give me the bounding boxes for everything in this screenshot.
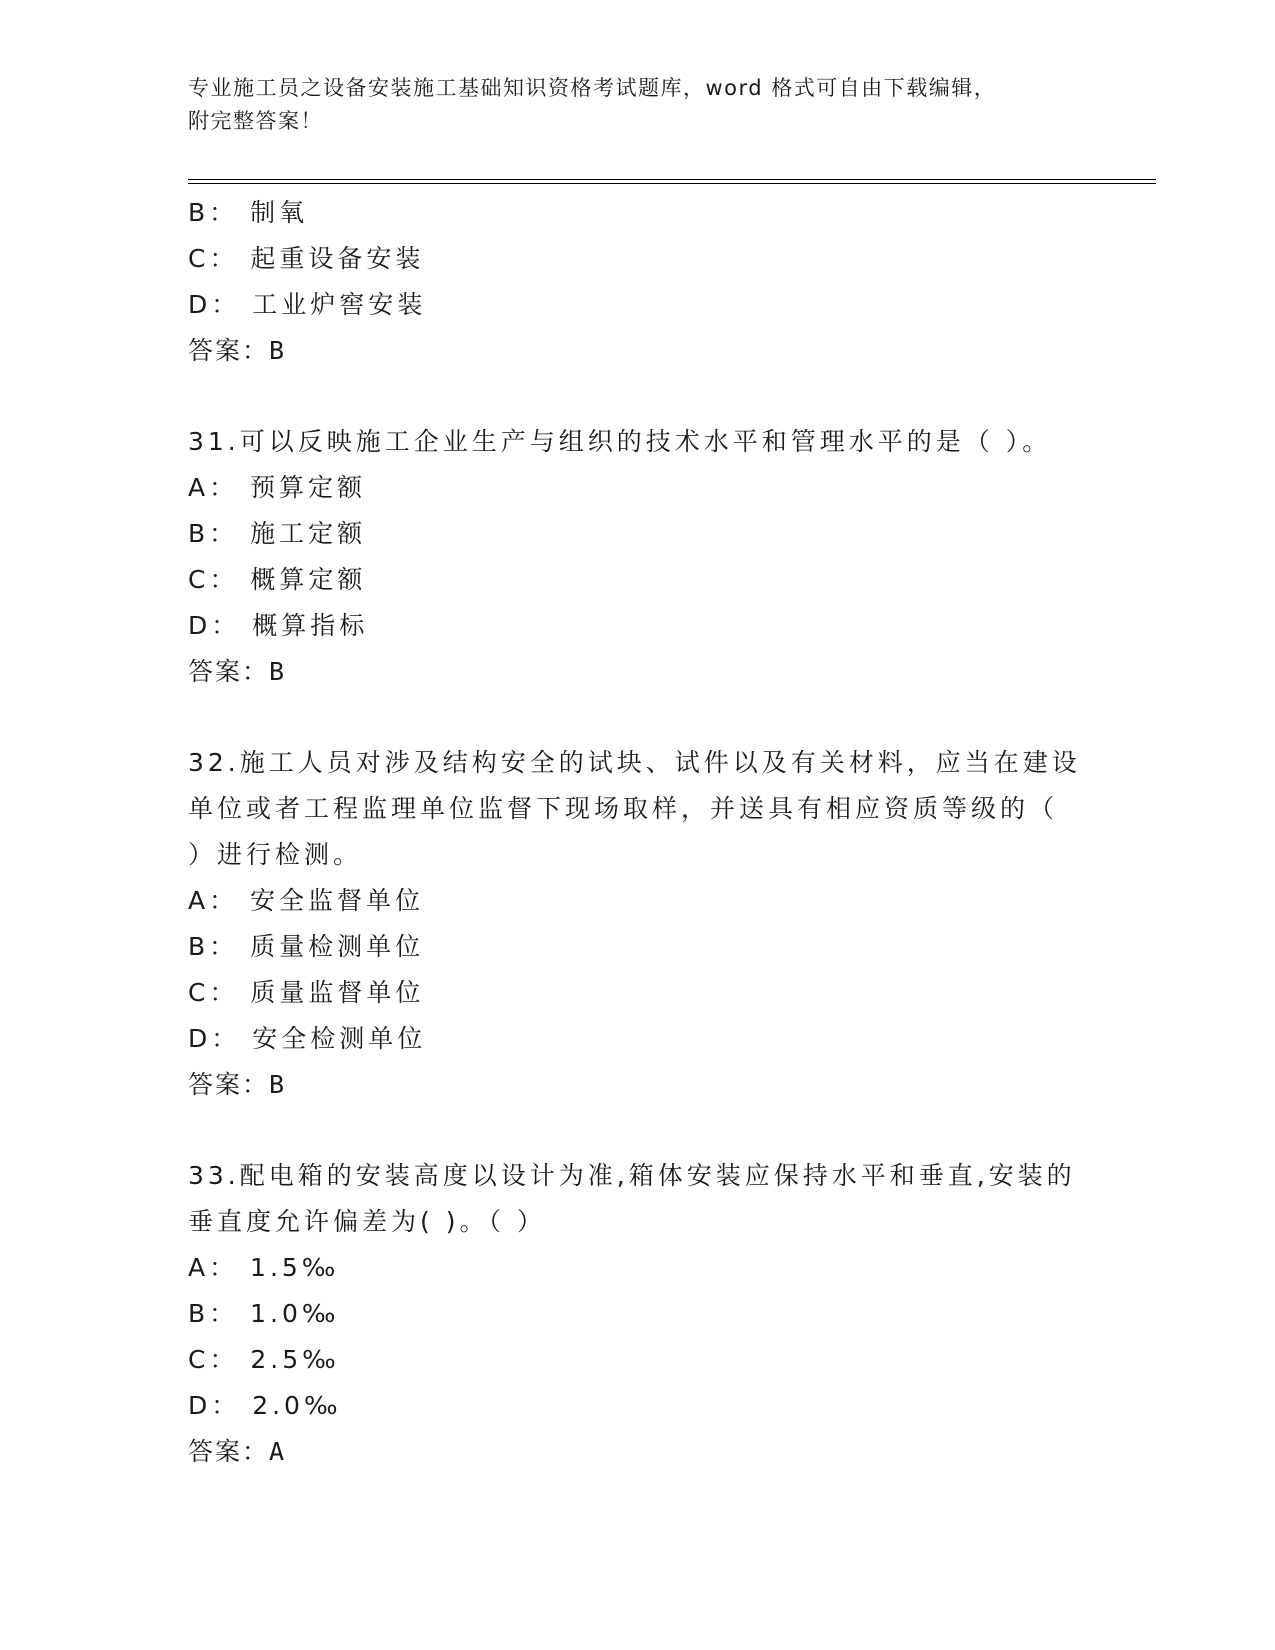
header-divider-bottom: [188, 183, 1156, 184]
answer-line: [188, 1429, 1088, 1475]
option-d: D： 安全检测单位: [188, 1024, 427, 1053]
option-c: C： 2.5‰: [188, 1345, 340, 1374]
header-line-1: 专业施工员之设备安装施工基础知识资格考试题库，word 格式可自由下载编辑，: [188, 76, 997, 100]
option-c: C： 起重设备安装: [188, 244, 425, 273]
question-text-line-1: 33.配电箱的安装高度以设计为准,箱体安装应保持水平和垂直,安装的: [188, 1161, 1076, 1190]
option-c: C： 概算定额: [188, 565, 367, 594]
answer-label: 答案：: [188, 657, 270, 686]
option-a: A： 1.5‰: [188, 1253, 340, 1282]
answer-line: [188, 328, 1088, 374]
option-d: D： 2.0‰: [188, 1391, 342, 1420]
header-divider-top: [188, 179, 1156, 180]
answer-value: B: [269, 1070, 287, 1099]
document-header: [188, 72, 1068, 138]
option-d: D： 工业炉窖安装: [188, 290, 427, 319]
answer-label: 答案：: [188, 1437, 270, 1466]
question-block-33: [188, 1153, 1088, 1475]
answer-label: 答案：: [188, 336, 270, 365]
answer-line: [188, 649, 1088, 695]
question-text: 31.可以反映施工企业生产与组织的技术水平和管理水平的是（ ）。: [188, 427, 1052, 456]
answer-value: B: [269, 657, 287, 686]
option-c: C： 质量监督单位: [188, 978, 425, 1007]
question-text-line-3: ）进行检测。: [188, 840, 363, 869]
spacer: [188, 1108, 1088, 1153]
header-line-2: 附完整答案！: [188, 109, 323, 133]
question-block-31: [188, 419, 1088, 695]
answer-value: A: [269, 1437, 287, 1466]
answer-value: B: [269, 336, 287, 365]
question-block-32: [188, 740, 1088, 1108]
option-b: B： 质量检测单位: [188, 932, 425, 961]
question-text-line-2: 单位或者工程监理单位监督下现场取样，并送具有相应资质等级的（: [188, 794, 1059, 823]
spacer: [188, 374, 1088, 419]
question-text-line-1: 32.施工人员对涉及结构安全的试块、试件以及有关材料，应当在建设: [188, 748, 1081, 777]
question-text-line-2: 垂直度允许偏差为( )。（ ）: [188, 1207, 546, 1236]
option-a: A： 安全监督单位: [188, 886, 425, 915]
question-list: [188, 190, 1088, 1475]
option-a: A： 预算定额: [188, 473, 367, 502]
option-b: B： 制氧: [188, 198, 309, 227]
answer-label: 答案：: [188, 1070, 270, 1099]
answer-line: [188, 1062, 1088, 1108]
option-b: B： 施工定额: [188, 519, 367, 548]
option-b: B： 1.0‰: [188, 1299, 340, 1328]
option-d: D： 概算指标: [188, 611, 369, 640]
spacer: [188, 695, 1088, 740]
question-block-continued: [188, 190, 1088, 374]
